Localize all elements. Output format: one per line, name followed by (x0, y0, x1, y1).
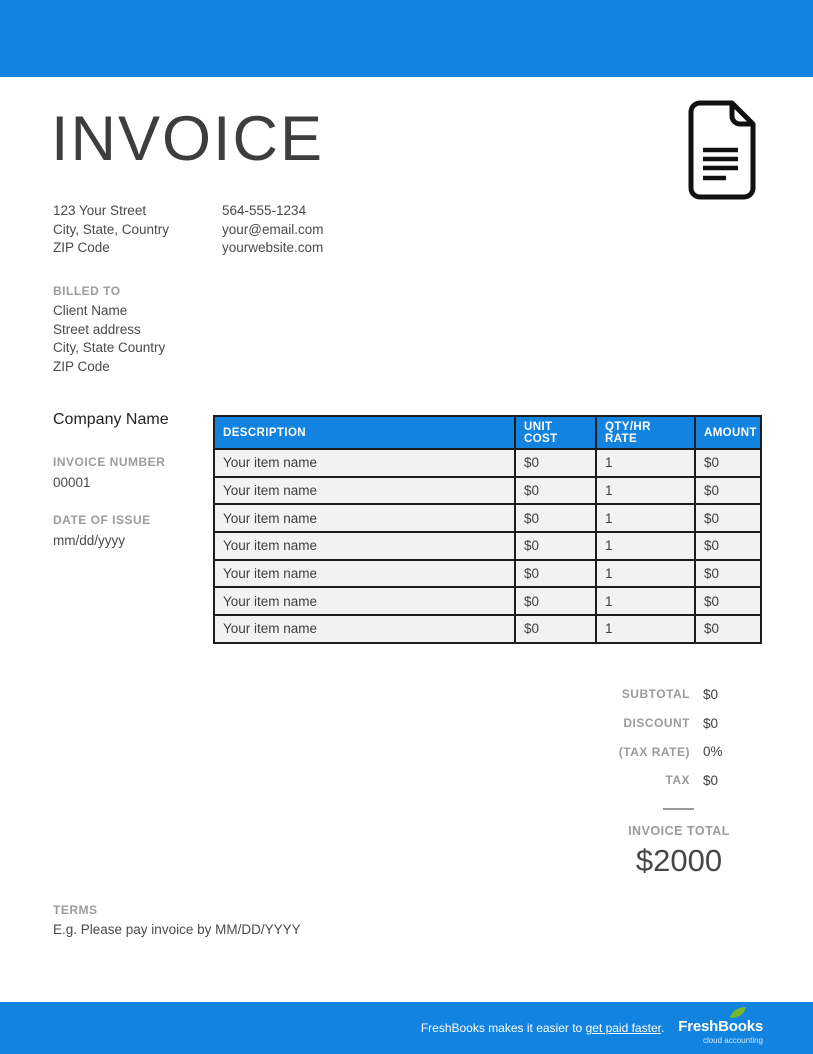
item-qty-cell: 1 (596, 615, 695, 643)
sender-address-line: ZIP Code (53, 240, 110, 255)
terms-section (53, 903, 301, 937)
freshbooks-tagline: cloud accounting (702, 1036, 763, 1045)
item-amount-cell: $0 (695, 504, 761, 532)
item-amount-cell: $0 (695, 560, 761, 588)
sender-address-line: City, State, Country (53, 221, 170, 237)
item-unit-cost-cell: $0 (515, 615, 596, 643)
item-unit-cost-cell: $0 (515, 477, 596, 505)
billed-to-label: BILLED TO (53, 284, 121, 298)
page-title: INVOICE (51, 104, 325, 174)
client-street: Street address (53, 321, 141, 337)
footer-message (421, 1021, 664, 1035)
column-header-qty-hr-rate: QTY/HR RATE (596, 416, 695, 449)
table-row (214, 615, 761, 643)
discount-value: $0 (703, 715, 719, 731)
date-of-issue-label: DATE OF ISSUE (53, 513, 151, 527)
item-amount-cell: $0 (695, 449, 761, 477)
freshbooks-logo (678, 1011, 763, 1045)
item-description-cell: Your item name (214, 560, 515, 588)
sender-phone: 564-555-1234 (222, 203, 307, 218)
item-amount-cell: $0 (695, 615, 761, 643)
sender-website: yourwebsite.com (222, 240, 324, 255)
get-paid-faster-link[interactable]: get paid faster (585, 1021, 661, 1035)
footer-message-suffix: . (660, 1021, 665, 1035)
column-header-description: DESCRIPTION (214, 416, 515, 449)
item-qty-cell: 1 (596, 449, 695, 477)
discount-label: DISCOUNT (623, 716, 690, 731)
subtotal-value: $0 (703, 686, 719, 702)
tax-row (560, 766, 760, 795)
item-amount-cell: $0 (695, 587, 761, 615)
date-of-issue-section (53, 513, 151, 548)
sender-contact (222, 202, 323, 258)
table-row (214, 504, 761, 532)
item-description-cell: Your item name (214, 587, 515, 615)
item-description-cell: Your item name (214, 477, 515, 505)
top-accent-bar (0, 0, 813, 77)
client-name: Client Name (53, 303, 128, 318)
table-row (214, 477, 761, 505)
client-city: City, State Country (53, 340, 166, 355)
invoice-number-value: 00001 (53, 475, 91, 490)
footer-message-prefix: FreshBooks makes it easier to (420, 1021, 586, 1035)
column-header-unit-cost: UNIT COST (515, 416, 596, 449)
invoice-total-label: INVOICE TOTAL (628, 823, 730, 838)
subtotal-row (560, 680, 760, 709)
table-row (214, 560, 761, 588)
table-header-row (214, 416, 761, 449)
item-qty-cell: 1 (596, 477, 695, 505)
item-description-cell: Your item name (214, 615, 515, 643)
tax-value: $0 (703, 772, 719, 788)
tax-label: TAX (665, 773, 690, 788)
item-unit-cost-cell: $0 (515, 587, 596, 615)
sender-address (53, 202, 169, 258)
tax-rate-row (560, 737, 760, 766)
company-name: Company Name (53, 411, 169, 428)
tax-rate-value: 0% (703, 744, 723, 760)
invoice-number-label: INVOICE NUMBER (53, 455, 166, 469)
document-icon (686, 100, 758, 205)
item-unit-cost-cell: $0 (515, 560, 596, 588)
terms-text: E.g. Please pay invoice by MM/DD/YYYY (53, 922, 301, 937)
totals-section (560, 680, 760, 879)
client-zip: ZIP Code (53, 358, 110, 374)
freshbooks-wordmark: FreshBooks (678, 1018, 763, 1035)
leaf-icon (729, 1006, 747, 1024)
item-qty-cell: 1 (596, 504, 695, 532)
item-amount-cell: $0 (695, 532, 761, 560)
discount-row (560, 709, 760, 738)
line-items-body (214, 449, 761, 643)
column-header-amount: AMOUNT (695, 416, 761, 449)
sender-address-line: 123 Your Street (53, 203, 147, 218)
item-description-cell: Your item name (214, 504, 515, 532)
tax-rate-label: (TAX RATE) (618, 744, 690, 759)
item-qty-cell: 1 (596, 587, 695, 615)
footer-bar (0, 1002, 813, 1054)
sender-email: your@email.com (222, 221, 324, 237)
table-row (214, 449, 761, 477)
date-of-issue-value: mm/dd/yyyy (53, 533, 126, 548)
item-qty-cell: 1 (596, 532, 695, 560)
item-description-cell: Your item name (214, 449, 515, 477)
item-unit-cost-cell: $0 (515, 504, 596, 532)
item-unit-cost-cell: $0 (515, 449, 596, 477)
billed-to-section (53, 284, 165, 376)
invoice-total-block (604, 824, 754, 879)
totals-divider (663, 808, 694, 810)
item-amount-cell: $0 (695, 477, 761, 505)
table-row (214, 532, 761, 560)
table-row (214, 587, 761, 615)
item-unit-cost-cell: $0 (515, 532, 596, 560)
line-items-table (213, 415, 762, 644)
item-description-cell: Your item name (214, 532, 515, 560)
subtotal-label: SUBTOTAL (621, 687, 690, 702)
invoice-number-section (53, 455, 165, 490)
invoice-total-value: $2000 (635, 842, 723, 878)
item-qty-cell: 1 (596, 560, 695, 588)
terms-label: TERMS (53, 903, 98, 917)
